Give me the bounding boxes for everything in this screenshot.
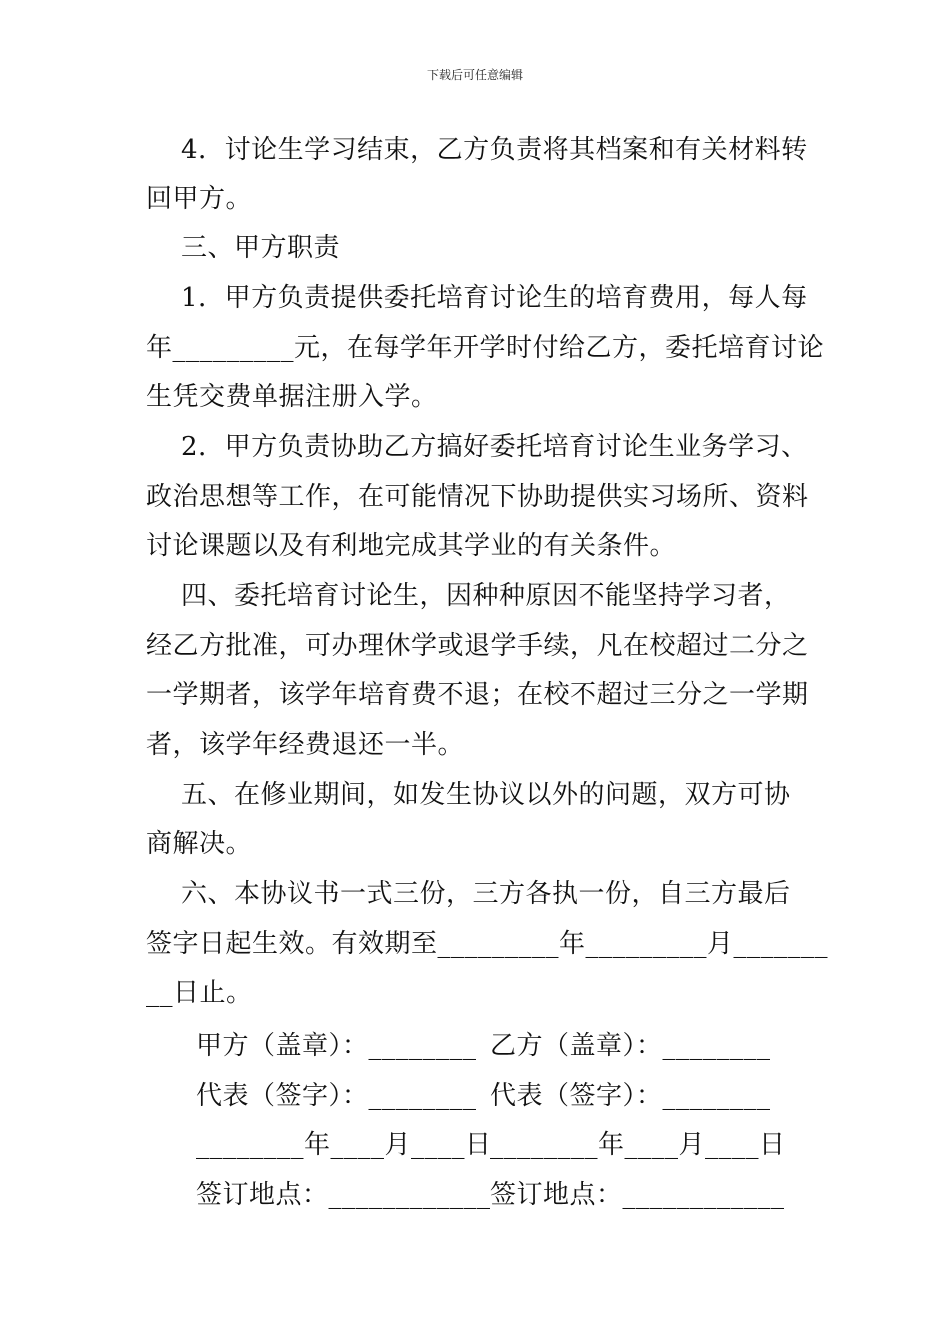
paragraph-line: 五、在修业期间，如发生协议以外的问题，双方可协 [146,780,791,810]
party-a-seal-field: 甲方（盖章）：________ [196,1031,477,1061]
paragraph-line: 四、委托培育讨论生，因种种原因不能坚持学习者， [146,581,791,611]
paragraph-line: 六、本协议书一式三份，三方各执一份，自三方最后 [146,879,791,909]
page-header: 下载后可任意编辑 [426,68,523,82]
paragraph-line: __日止。 [146,978,253,1008]
party-b-rep-field: 代表（签字）：________ [490,1081,771,1111]
party-a-date-field: ________年____月____日 [196,1130,492,1160]
section-heading: 三、甲方职责 [146,233,341,263]
paragraph-line: 4．讨论生学习结束，乙方负责将其档案和有关材料转 [146,135,808,165]
paragraph-line: 讨论课题以及有利地完成其学业的有关条件。 [146,531,677,561]
party-b-date-field: ________年____月____日 [490,1130,786,1160]
paragraph-line: 年_________元，在每学年开学时付给乙方，委托培育讨论 [146,333,825,363]
paragraph-line: 经乙方批准，可办理休学或退学手续，凡在校超过二分之 [146,631,809,661]
party-a-rep-field: 代表（签字）：________ [196,1081,477,1111]
paragraph-line: 政治思想等工作，在可能情况下协助提供实习场所、资料 [146,482,809,512]
paragraph-line: 1．甲方负责提供委托培育讨论生的培育费用，每人每 [146,283,808,313]
paragraph-line: 一学期者，该学年培育费不退；在校不超过三分之一学期 [146,680,809,710]
paragraph-line: 商解决。 [146,829,253,859]
paragraph-line: 签字日起生效。有效期至_________年_________月_______ [146,929,829,959]
party-b-place-field: 签订地点：____________ [490,1180,785,1210]
paragraph-line: 回甲方。 [146,184,253,214]
party-b-seal-field: 乙方（盖章）：________ [490,1031,771,1061]
paragraph-line: 者，该学年经费退还一半。 [146,730,465,760]
paragraph-line: 生凭交费单据注册入学。 [146,382,438,412]
paragraph-line: 2．甲方负责协助乙方搞好委托培育讨论生业务学习、 [146,432,808,462]
party-a-place-field: 签订地点：____________ [196,1180,491,1210]
